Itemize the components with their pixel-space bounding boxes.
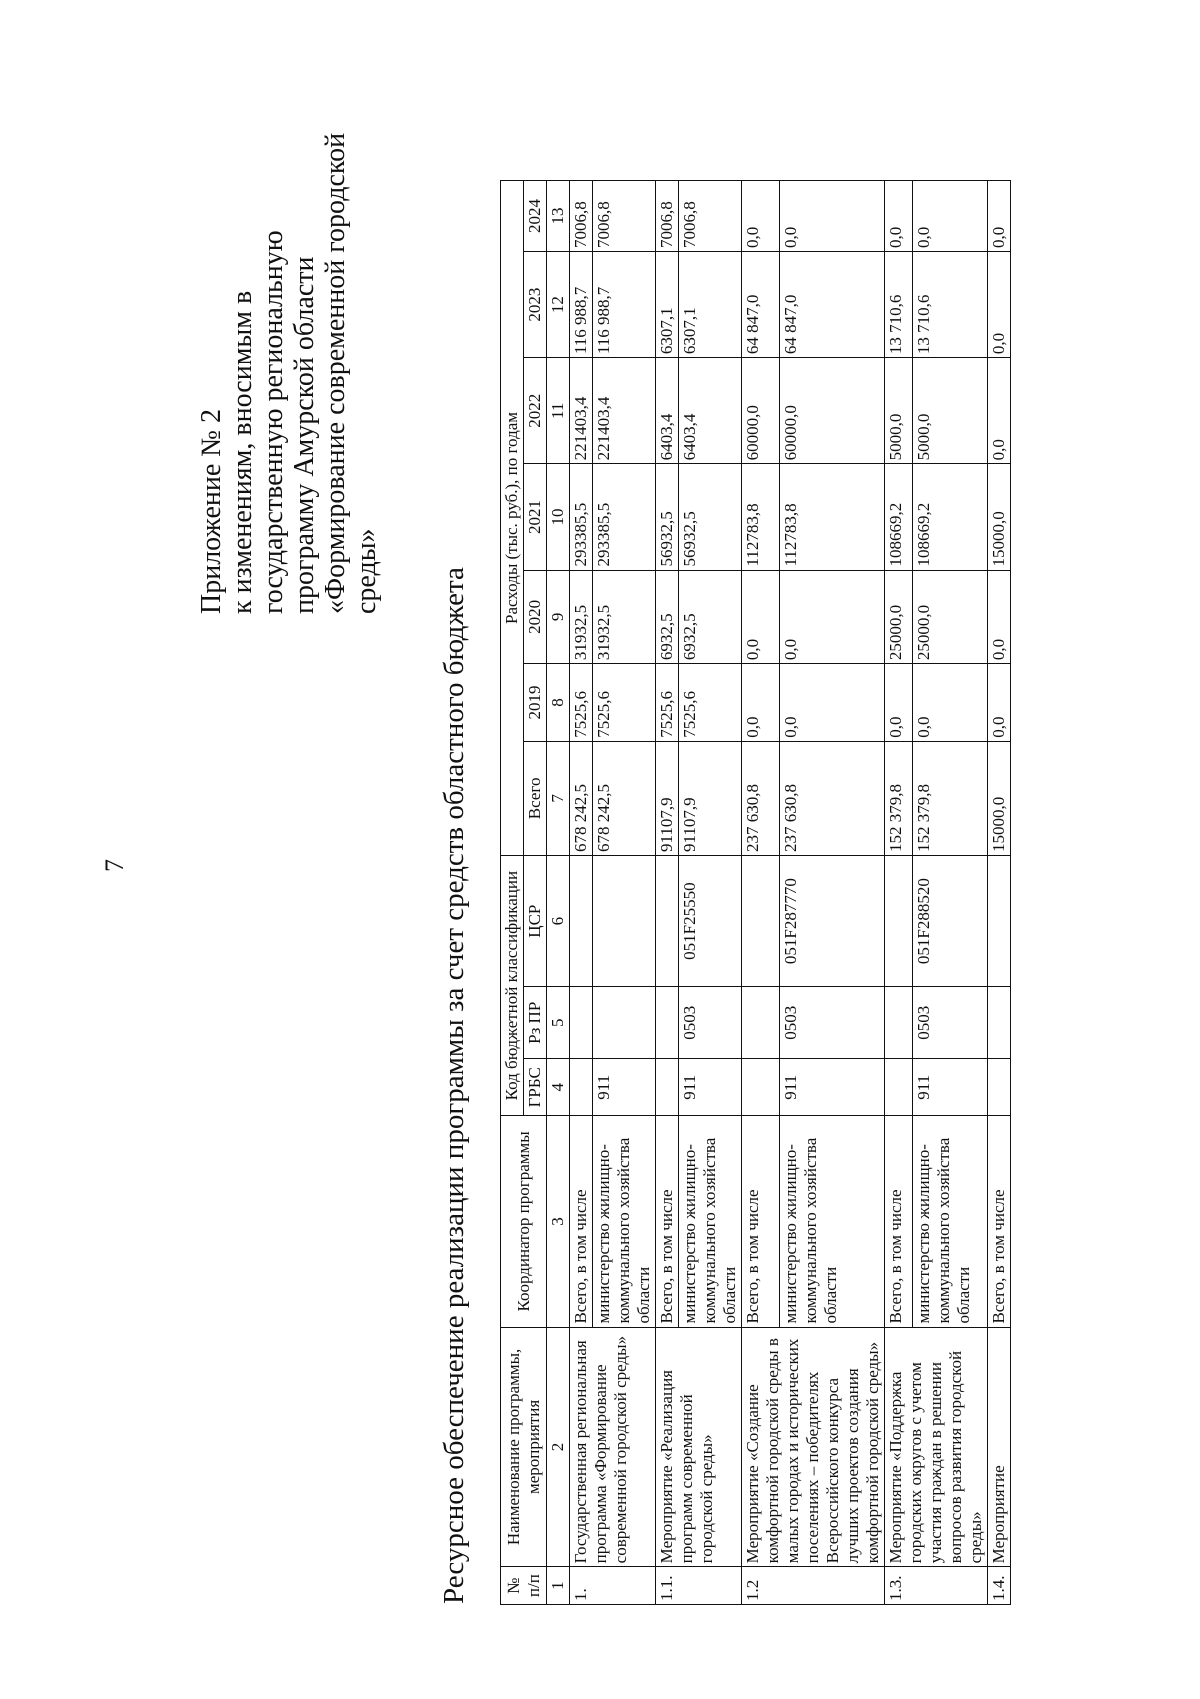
- row-coordinator: Всего, в том числе: [988, 1116, 1011, 1327]
- row-coordinator: министерство жилищно-коммунального хозяйства области: [679, 1116, 742, 1327]
- row-2020: 25000,0: [885, 570, 913, 664]
- header-coordinator: Координатор программы: [501, 1116, 547, 1327]
- header-csr: ЦСР: [524, 855, 547, 986]
- annex-line: государственную региональную: [258, 230, 289, 614]
- row-2023: 0,0: [988, 251, 1011, 357]
- col-number: 6: [547, 855, 570, 986]
- row-2021: 108669,2: [912, 464, 987, 570]
- row-total: 15000,0: [988, 741, 1011, 855]
- row-2021: 293385,5: [593, 464, 656, 570]
- table-row: [570, 181, 593, 1605]
- row-num: 1.1.: [656, 1567, 742, 1605]
- col-number: 11: [547, 358, 570, 464]
- row-rzpr: 0503: [679, 987, 742, 1059]
- header-2022: 2022: [524, 358, 547, 464]
- row-csr: 051F287770: [780, 855, 885, 986]
- col-number: 9: [547, 570, 570, 664]
- row-name: Мероприятие «Поддержка городских округов с учетом участия граждан в решении вопросов развития городской среды»: [885, 1327, 988, 1567]
- row-csr: [988, 855, 1011, 986]
- row-rzpr: [656, 987, 679, 1059]
- row-rzpr: [988, 987, 1011, 1059]
- row-2020: 0,0: [780, 570, 885, 664]
- row-num: 1.2: [742, 1567, 885, 1605]
- annex-line: программу Амурской области: [289, 256, 320, 614]
- row-2020: 31932,5: [593, 570, 656, 664]
- row-name: Мероприятие «Создание комфортной городской среды в малых городах и исторических поселениях – победителях Всероссийского конкурса лучших проектов создания комфортной городской среды»: [742, 1327, 885, 1567]
- header-rzpr: Рз ПР: [524, 987, 547, 1059]
- row-2020: 31932,5: [570, 570, 593, 664]
- row-2024: 0,0: [780, 181, 885, 252]
- row-2022: 60000,0: [780, 358, 885, 464]
- annex-line: к изменениям, вносимым в: [227, 290, 258, 614]
- row-2022: 6403,4: [679, 358, 742, 464]
- row-2020: 6932,5: [656, 570, 679, 664]
- table-row: [742, 181, 780, 1605]
- header-grbs: ГРБС: [524, 1059, 547, 1116]
- header-2019: 2019: [524, 664, 547, 742]
- row-grbs: 911: [912, 1059, 987, 1116]
- row-coordinator: Всего, в том числе: [742, 1116, 780, 1327]
- row-coordinator: министерство жилищно-коммунального хозяйства области: [780, 1116, 885, 1327]
- col-number: 4: [547, 1059, 570, 1116]
- row-coordinator: Всего, в том числе: [570, 1116, 593, 1327]
- row-grbs: 911: [679, 1059, 742, 1116]
- header-total: Всего: [524, 741, 547, 855]
- header-2024: 2024: [524, 181, 547, 252]
- row-rzpr: 0503: [780, 987, 885, 1059]
- row-2022: 221403,4: [593, 358, 656, 464]
- row-2020: 0,0: [742, 570, 780, 664]
- row-2019: 7525,6: [679, 664, 742, 742]
- row-2024: 7006,8: [593, 181, 656, 252]
- row-coordinator: министерство жилищно-коммунального хозяйства области: [593, 1116, 656, 1327]
- row-rzpr: [742, 987, 780, 1059]
- col-number: 10: [547, 464, 570, 570]
- row-total: 237 630,8: [780, 741, 885, 855]
- row-coordinator: министерство жилищно-коммунального хозяйства области: [912, 1116, 987, 1327]
- row-total: 91107,9: [679, 741, 742, 855]
- row-csr: [570, 855, 593, 986]
- row-2022: 0,0: [988, 358, 1011, 464]
- row-name: Мероприятие: [988, 1327, 1011, 1567]
- row-2023: 64 847,0: [780, 251, 885, 357]
- row-coordinator: Всего, в том числе: [656, 1116, 679, 1327]
- row-2024: 7006,8: [656, 181, 679, 252]
- row-2021: 293385,5: [570, 464, 593, 570]
- row-2023: 6307,1: [656, 251, 679, 357]
- row-2022: 5000,0: [885, 358, 913, 464]
- row-2023: 64 847,0: [742, 251, 780, 357]
- page-number: 7: [100, 859, 129, 872]
- row-csr: [742, 855, 780, 986]
- row-2023: 116 988,7: [570, 251, 593, 357]
- row-total: 678 242,5: [570, 741, 593, 855]
- row-grbs: 911: [780, 1059, 885, 1116]
- row-2019: 0,0: [885, 664, 913, 742]
- row-2019: 0,0: [912, 664, 987, 742]
- header-2020: 2020: [524, 570, 547, 664]
- row-num: 1.3.: [885, 1567, 988, 1605]
- row-2019: 0,0: [780, 664, 885, 742]
- row-2024: 7006,8: [679, 181, 742, 252]
- col-number: 12: [547, 251, 570, 357]
- row-2021: 108669,2: [885, 464, 913, 570]
- row-total: 152 379,8: [885, 741, 913, 855]
- annex-line: среды»: [351, 528, 382, 614]
- row-csr: [656, 855, 679, 986]
- row-2023: 13 710,6: [912, 251, 987, 357]
- row-2023: 116 988,7: [593, 251, 656, 357]
- row-grbs: 911: [593, 1059, 656, 1116]
- table-row: [988, 181, 1011, 1605]
- row-rzpr: [570, 987, 593, 1059]
- row-2024: 0,0: [988, 181, 1011, 252]
- row-grbs: [570, 1059, 593, 1116]
- document-title: Ресурсное обеспечение реализации программы за счет средств областного бюджета: [438, 567, 470, 1604]
- row-2024: 0,0: [742, 181, 780, 252]
- header-num: № п/п: [501, 1567, 547, 1605]
- row-2024: 0,0: [885, 181, 913, 252]
- header-2023: 2023: [524, 251, 547, 357]
- table-row: [885, 181, 913, 1605]
- row-grbs: [885, 1059, 913, 1116]
- row-grbs: [656, 1059, 679, 1116]
- row-csr: 051F25550: [679, 855, 742, 986]
- table-row: [656, 181, 679, 1605]
- row-2020: 25000,0: [912, 570, 987, 664]
- row-2024: 0,0: [912, 181, 987, 252]
- row-total: 91107,9: [656, 741, 679, 855]
- col-number: 2: [547, 1327, 570, 1567]
- row-2022: 6403,4: [656, 358, 679, 464]
- row-2019: 7525,6: [593, 664, 656, 742]
- annex-line: Приложение № 2: [196, 409, 227, 614]
- row-2019: 0,0: [742, 664, 780, 742]
- col-number: 13: [547, 181, 570, 252]
- header-name: Наименование программы, мероприятия: [501, 1327, 547, 1567]
- resource-table: [500, 180, 1011, 1605]
- row-2019: 7525,6: [570, 664, 593, 742]
- col-number: 5: [547, 987, 570, 1059]
- row-2021: 112783,8: [780, 464, 885, 570]
- header-expenses: Расходы (тыс. руб.), по годам: [501, 181, 524, 856]
- row-num: 1.4.: [988, 1567, 1011, 1605]
- row-rzpr: [593, 987, 656, 1059]
- row-rzpr: [885, 987, 913, 1059]
- annex-line: «Формирование современной городской: [320, 132, 351, 614]
- row-csr: 051F288520: [912, 855, 987, 986]
- row-num: 1.: [570, 1567, 656, 1605]
- row-csr: [593, 855, 656, 986]
- row-name: Государственная региональная программа «Формирование современной городской среды»: [570, 1327, 656, 1567]
- row-2022: 221403,4: [570, 358, 593, 464]
- col-number: 8: [547, 664, 570, 742]
- col-number: 3: [547, 1116, 570, 1327]
- col-number: 1: [547, 1567, 570, 1605]
- row-grbs: [988, 1059, 1011, 1116]
- row-2020: 0,0: [988, 570, 1011, 664]
- row-2024: 7006,8: [570, 181, 593, 252]
- row-name: Мероприятие «Реализация программ современной городской среды»: [656, 1327, 742, 1567]
- row-total: 237 630,8: [742, 741, 780, 855]
- row-2020: 6932,5: [679, 570, 742, 664]
- row-2023: 13 710,6: [885, 251, 913, 357]
- row-csr: [885, 855, 913, 986]
- col-number: 7: [547, 741, 570, 855]
- row-2023: 6307,1: [679, 251, 742, 357]
- row-2021: 15000,0: [988, 464, 1011, 570]
- row-coordinator: Всего, в том числе: [885, 1116, 913, 1327]
- row-2019: 0,0: [988, 664, 1011, 742]
- row-total: 152 379,8: [912, 741, 987, 855]
- row-total: 678 242,5: [593, 741, 656, 855]
- row-2021: 56932,5: [656, 464, 679, 570]
- row-2021: 112783,8: [742, 464, 780, 570]
- row-grbs: [742, 1059, 780, 1116]
- row-2022: 5000,0: [912, 358, 987, 464]
- header-2021: 2021: [524, 464, 547, 570]
- row-rzpr: 0503: [912, 987, 987, 1059]
- row-2022: 60000,0: [742, 358, 780, 464]
- row-2021: 56932,5: [679, 464, 742, 570]
- header-budget-code: Код бюджетной классификации: [501, 855, 524, 1115]
- row-2019: 7525,6: [656, 664, 679, 742]
- annex-block: [196, 54, 382, 614]
